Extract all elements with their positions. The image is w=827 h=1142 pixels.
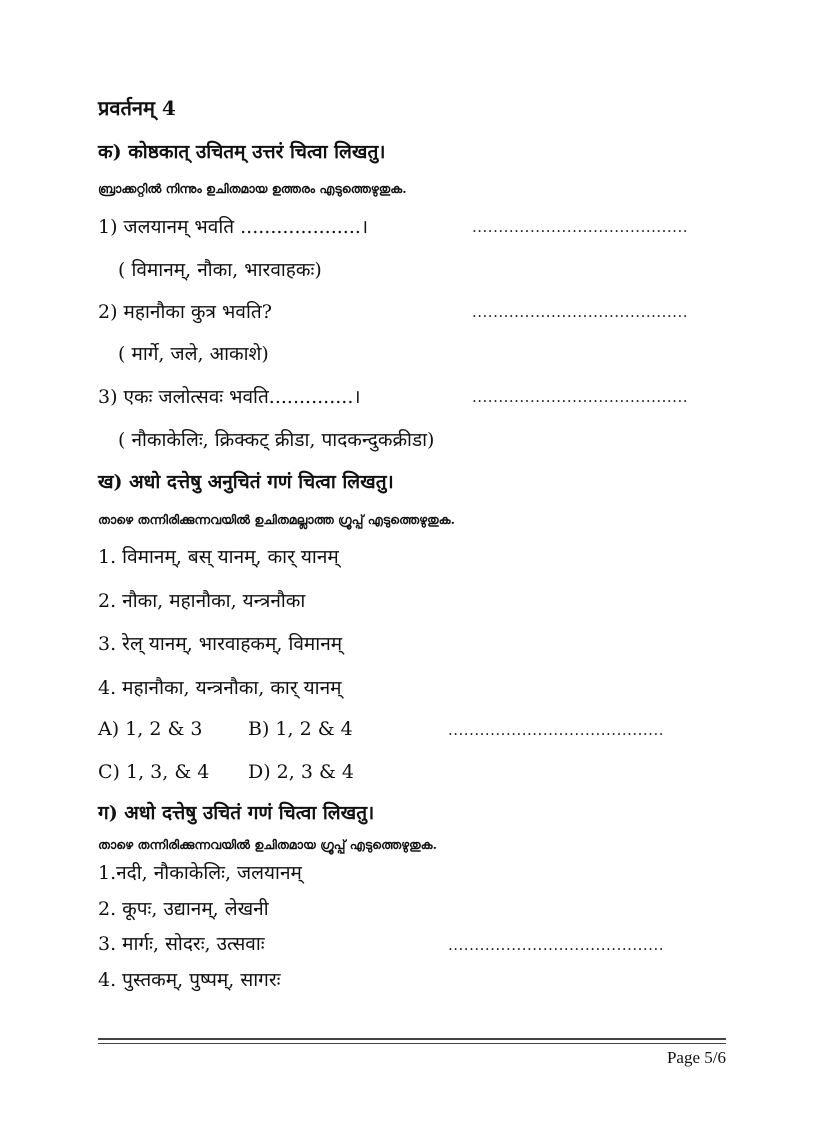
question-3: 3) एकः जलोत्सवः भवति..............। <box>98 386 361 408</box>
question-1-options: ( विमानम्, नौका, भारवाहकः) <box>118 259 322 281</box>
section-ka-instruction: ബ്രാക്കറ്റിൽ നിന്നും ഉചിതമായ ഉത്തരം എടുത്തെഴുതുക. <box>98 181 407 196</box>
answer-blank-2[interactable]: ......................................... <box>472 303 688 321</box>
ga-item-1: 1.नदी, नौकाकेलिः, जलयानम् <box>98 862 302 884</box>
choice-d[interactable]: D) 2, 3 & 4 <box>248 761 355 783</box>
footer-rule-thin <box>98 1043 726 1044</box>
kha-item-3: 3. रेल् यानम्, भारवाहकम्, विमानम् <box>98 633 343 655</box>
section-kha-title: ख) अधो दत्तेषु अनुचितं गणं चित्वा लिखतु। <box>98 471 394 493</box>
kha-answer-blank[interactable]: ......................................... <box>448 721 664 739</box>
answer-blank-1[interactable]: ......................................... <box>472 218 688 236</box>
section-ga-instruction: താഴെ തന്നിരിക്കുന്നവയിൽ ഉചിതമായ ഗ്രൂപ്പ് എടുത്തെഴുതുക. <box>98 837 437 852</box>
choice-a[interactable]: A) 1, 2 & 3 <box>98 718 203 740</box>
ga-item-4: 4. पुस्तकम्, पुष्पम्, सागरः <box>98 969 281 991</box>
answer-blank-3[interactable]: ......................................... <box>472 388 688 406</box>
page-heading: प्रवर्तनम् 4 <box>98 96 176 120</box>
section-kha-instruction: താഴെ തന്നിരിക്കുന്നവയിൽ ഉചിതമല്ലാത്ത ഗ്രൂപ്പ് എടുത്തെഴുതുക. <box>98 512 455 527</box>
choice-b[interactable]: B) 1, 2 & 4 <box>248 718 353 740</box>
section-ga-title: ग) अधो दत्तेषु उचितं गणं चित्वा लिखतु। <box>98 802 375 824</box>
question-3-options: ( नौकाकेलिः, क्रिक्कट् क्रीडा, पादकन्दुकक्रीडा) <box>118 429 435 451</box>
choice-c[interactable]: C) 1, 3, & 4 <box>98 761 210 783</box>
page-number: Page 5/6 <box>666 1048 726 1067</box>
kha-item-1: 1. विमानम्, बस् यानम्, कार् यानम् <box>98 546 339 568</box>
section-ka-title: क) कोष्ठकात् उचितम् उत्तरं चित्वा लिखतु। <box>98 141 386 163</box>
question-1: 1) जलयानम् भवति ....................। <box>98 216 369 238</box>
kha-item-4: 4. महानौका, यन्त्रनौका, कार् यानम् <box>98 677 342 699</box>
kha-item-2: 2. नौका, महानौका, यन्त्रनौका <box>98 590 306 612</box>
footer-rule-thick <box>98 1038 726 1040</box>
kha-choices-row-1 <box>98 717 353 741</box>
ga-answer-blank[interactable]: ......................................... <box>448 936 664 954</box>
question-2: 2) महानौका कुत्र भवति? <box>98 301 272 323</box>
kha-choices-row-2 <box>98 760 354 784</box>
ga-item-3: 3. मार्गः, सोदरः, उत्सवाः <box>98 933 265 955</box>
question-2-options: ( मार्गे, जले, आकाशे) <box>118 343 269 365</box>
ga-item-2: 2. कूपः, उद्यानम्, लेखनी <box>98 898 269 920</box>
